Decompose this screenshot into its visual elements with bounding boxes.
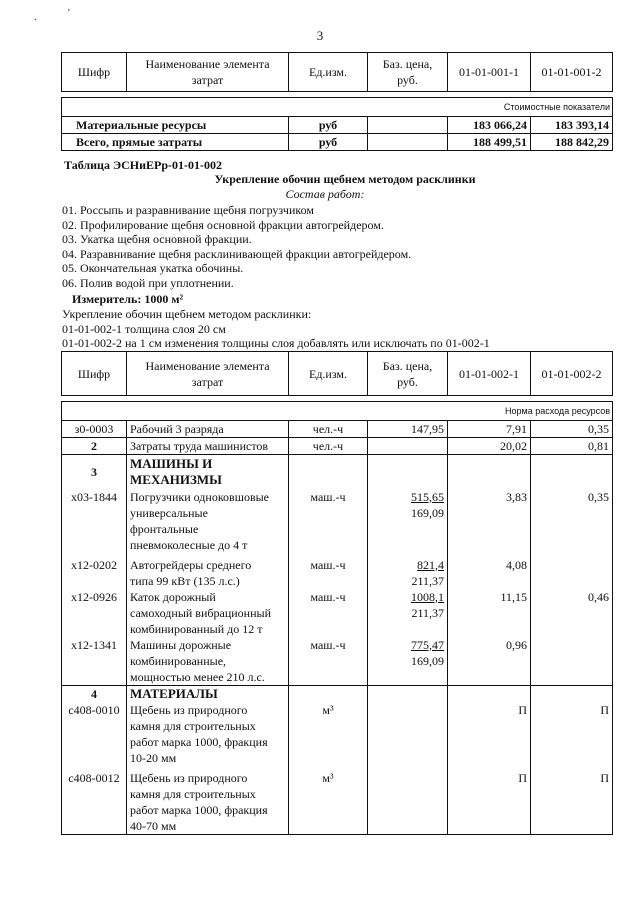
row-name-line: 40-70 мм [130, 818, 177, 833]
section-label: Норма расхода ресурсов [62, 402, 613, 421]
row-price: 515,65 [411, 489, 444, 504]
works-title: Состав работ: [285, 187, 365, 201]
row-value-1: 20,02 [448, 438, 531, 455]
row-value-2: П [531, 702, 613, 766]
row-value-2: 183 393,14 [531, 117, 613, 134]
row-name-line: комбинированный до 12 т [130, 621, 263, 636]
row-price: 821,4 [417, 557, 444, 572]
row-price [368, 117, 448, 134]
page-number: 3 [316, 28, 324, 43]
col-header-col2: 01-01-002-2 [531, 352, 613, 396]
description-line: Укрепление обочин щебнем методом расклинки: [62, 307, 312, 321]
row-unit: чел.-ч [289, 438, 368, 455]
row-value-1: 183 066,24 [448, 117, 531, 134]
list-item: 05. Окончательная укатка обочины. [62, 261, 244, 275]
row-name-line: Машины дорожные [130, 637, 232, 652]
row-price: 147,95 [368, 421, 448, 438]
row-price-2: 169,09 [411, 653, 444, 668]
row-value-1: 4,08 [448, 557, 531, 589]
col-header-price: Баз. цена, руб. [368, 53, 448, 92]
list-item: 01. Россыпь и разравнивание щебня погрузчиком [62, 203, 314, 217]
row-unit: маш.-ч [289, 557, 368, 589]
row-price-2: 169,09 [411, 505, 444, 520]
section-title: МАТЕРИАЛЫ [127, 685, 289, 702]
table-row [62, 438, 613, 455]
row-name-line: Автогрейдеры среднего [130, 557, 252, 572]
row-name: Материальные ресурсы [62, 117, 289, 134]
row-value-1: 0,96 [448, 637, 531, 686]
row-unit: маш.-ч [289, 489, 368, 553]
col-header-price: Баз. цена, руб. [368, 352, 448, 396]
row-value-2 [531, 637, 613, 686]
row-value-1: 188 499,51 [448, 134, 531, 151]
row-value-2 [531, 557, 613, 589]
row-unit: чел.-ч [289, 421, 368, 438]
row-value-2: 0,46 [531, 589, 613, 637]
row-value-2: 0,81 [531, 438, 613, 455]
row-price [368, 438, 448, 455]
row-value-1: 3,83 [448, 489, 531, 553]
table-header-row [62, 53, 613, 92]
table-row [62, 557, 613, 589]
table-row [62, 421, 613, 438]
row-code: с408-0012 [62, 770, 127, 835]
row-value-2: П [531, 770, 613, 835]
row-value-1: 7,91 [448, 421, 531, 438]
row-name-line: работ марка 1000, фракция [130, 802, 268, 817]
row-code: х12-0926 [62, 589, 127, 637]
row-code: х12-1341 [62, 637, 127, 686]
list-item: 04. Разравнивание щебня расклинивающей фракции автогрейдером. [62, 246, 412, 261]
row-name-line: Щебень из природного [130, 702, 248, 717]
description [62, 307, 490, 351]
section-title-line: МЕХАНИЗМЫ [130, 471, 222, 487]
row-name: Затраты труда машинистов [127, 438, 289, 455]
cost-table [61, 52, 613, 151]
col-header-name: Наименование элемента затрат [127, 352, 289, 396]
margin-mark: ' [68, 8, 70, 19]
row-value-1: П [448, 702, 531, 766]
row-name-line: камня для строительных [130, 786, 256, 801]
table-header-row [62, 352, 613, 396]
col-header-col1: 01-01-002-1 [448, 352, 531, 396]
list-item: 03. Укатка щебня основной фракции. [62, 232, 252, 246]
row-name-line: камня для строительных [130, 718, 256, 733]
description-line: 01-01-002-2 на 1 см изменения толщины слоя добавлять или исключать по 01-002-1 [62, 336, 490, 350]
row-unit: маш.-ч [289, 589, 368, 637]
row-price-2: 211,37 [411, 605, 444, 620]
table-row [62, 134, 613, 151]
col-header-code: Шифр [62, 53, 127, 92]
row-value-2: 0,35 [531, 489, 613, 553]
works-list [62, 203, 411, 290]
row-name-line: 10-20 мм [130, 750, 177, 765]
row-price [368, 134, 448, 151]
table-row [62, 637, 613, 686]
row-name-line: типа 99 кВт (135 л.с.) [130, 573, 240, 588]
row-unit: руб [289, 117, 368, 134]
table-row [62, 770, 613, 835]
measure-unit: Измеритель: 1000 м² [72, 292, 184, 306]
row-name-line: Погрузчики одноковшовые [130, 489, 270, 504]
section-title-line: МАШИНЫ И [130, 455, 213, 471]
row-price: 775,47 [411, 637, 444, 652]
list-item: 02. Профилирование щебня основной фракции автогрейдером. [62, 217, 384, 232]
row-name-line: Щебень из природного [130, 770, 248, 785]
col-header-unit: Ед.изм. [289, 352, 368, 396]
description-line: 01-01-002-1 толщина слоя 20 см [62, 321, 226, 336]
row-unit: руб [289, 134, 368, 151]
row-code: с408-0010 [62, 702, 127, 766]
section-title: Укрепление обочин щебнем методом расклинки [214, 172, 476, 186]
col-header-col2: 01-01-001-2 [531, 53, 613, 92]
table-code: Таблица ЭСНиЕРр-01-01-002 [64, 158, 223, 172]
col-header-unit: Ед.изм. [289, 53, 368, 92]
list-item: 06. Полив водой при уплотнении. [62, 275, 234, 290]
section-label: Стоимостные показатели [62, 98, 613, 117]
row-value-2: 188 842,29 [531, 134, 613, 151]
row-value-2: 0,35 [531, 421, 613, 438]
row-value-1: П [448, 770, 531, 835]
section-code: 4 [62, 685, 127, 702]
margin-mark: . [34, 12, 37, 23]
table-row [62, 489, 613, 553]
row-name-line: Каток дорожный [130, 589, 216, 604]
row-name: Рабочий 3 разряда [127, 421, 289, 438]
row-name-line: пневмоколесные до 4 т [130, 537, 248, 552]
row-name: Всего, прямые затраты [62, 134, 289, 151]
table-row [62, 702, 613, 766]
row-unit: маш.-ч [289, 637, 368, 686]
row-code: 2 [62, 438, 127, 455]
row-unit: м³ [289, 702, 368, 766]
row-price: 1008,1 [411, 589, 444, 604]
col-header-code: Шифр [62, 352, 127, 396]
section-code: 3 [62, 455, 127, 489]
row-name-line: комбинированные, [130, 653, 227, 668]
col-header-col1: 01-01-001-1 [448, 53, 531, 92]
row-unit: м³ [289, 770, 368, 835]
resource-table [61, 351, 613, 835]
row-name-line: фронтальные [130, 521, 199, 536]
table-row [62, 117, 613, 134]
col-header-name: Наименование элемента затрат [127, 53, 289, 92]
row-name-line: мощностью менее 210 л.с. [130, 669, 265, 684]
row-name-line: универсальные [130, 505, 208, 520]
row-code: х12-0202 [62, 557, 127, 589]
table-row [62, 589, 613, 637]
row-name-line: работ марка 1000, фракция [130, 734, 268, 749]
section-row-materials [62, 685, 613, 702]
row-code: з0-0003 [62, 421, 127, 438]
row-value-1: 11,15 [448, 589, 531, 637]
section-row-machines [62, 455, 613, 489]
row-price-2: 211,37 [411, 573, 444, 588]
row-code: х03-1844 [62, 489, 127, 553]
row-name-line: самоходный вибрационный [130, 605, 271, 620]
